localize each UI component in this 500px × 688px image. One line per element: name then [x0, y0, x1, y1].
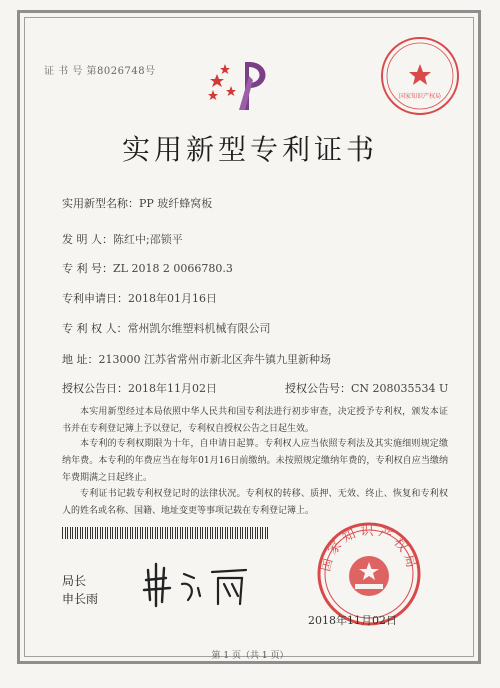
- seal-date: 2018年11月02日: [308, 614, 397, 627]
- paragraph-1: 本实用新型经过本局依照中华人民共和国专利法进行初步审查，决定授予专利权，颁发本证书并在专利登记簿上予以登记，专利权自授权公告之日起生效。: [62, 407, 448, 434]
- director-title: 局长: [62, 574, 87, 588]
- bottom-seal-text: 国家知识产权局: [318, 524, 420, 574]
- certificate-title: 实用新型专利证书: [121, 133, 378, 166]
- director-name: 申长雨: [62, 592, 99, 606]
- top-seal-text: 国家知识产权局: [398, 93, 442, 100]
- field-filing-date: 专利申请日：2018年01月16日: [62, 292, 217, 305]
- paragraph-3: 专利证书记载专利权登记时的法律状况。专利权的转移、质押、无效、终止、恢复和专利权人的姓名或名称、国籍、地址变更等事项记载在专利登记簿上。: [62, 489, 448, 516]
- barcode: [62, 527, 269, 539]
- patent-office-logo-icon: [205, 56, 285, 116]
- field-announce-date: 授权公告日：2018年11月02日: [62, 382, 217, 395]
- field-patentee: 专 利 权 人：常州凯尔维塑料机械有限公司: [62, 322, 271, 335]
- field-announce-number: 授权公告号：CN 208035534 U: [285, 382, 449, 395]
- top-seal-icon: [378, 34, 462, 118]
- certificate-number: 证 书 号 第8026748号: [44, 66, 156, 77]
- field-inventor: 发 明 人：陈红中;邵锁平: [62, 233, 183, 246]
- field-patent-number: 专 利 号：ZL 2018 2 0066780.3: [62, 262, 233, 275]
- paragraph-2: 本专利的专利权期限为十年，自申请日起算。专利权人应当依照专利法及其实施细则规定缴纳年费。本专利的年费应当在每年01月16日前缴纳。未按照规定缴纳年费的，专利权自应当缴纳年费期满之日起终止。: [62, 439, 448, 483]
- field-address: 地 址：213000 江苏省常州市新北区奔牛镇九里新种场: [62, 353, 331, 366]
- field-name: 实用新型名称：PP 玻纤蜂窝板: [62, 197, 213, 210]
- page-footer: 第 1 页（共 1 页）: [211, 651, 289, 661]
- director-signature-icon: [138, 560, 258, 610]
